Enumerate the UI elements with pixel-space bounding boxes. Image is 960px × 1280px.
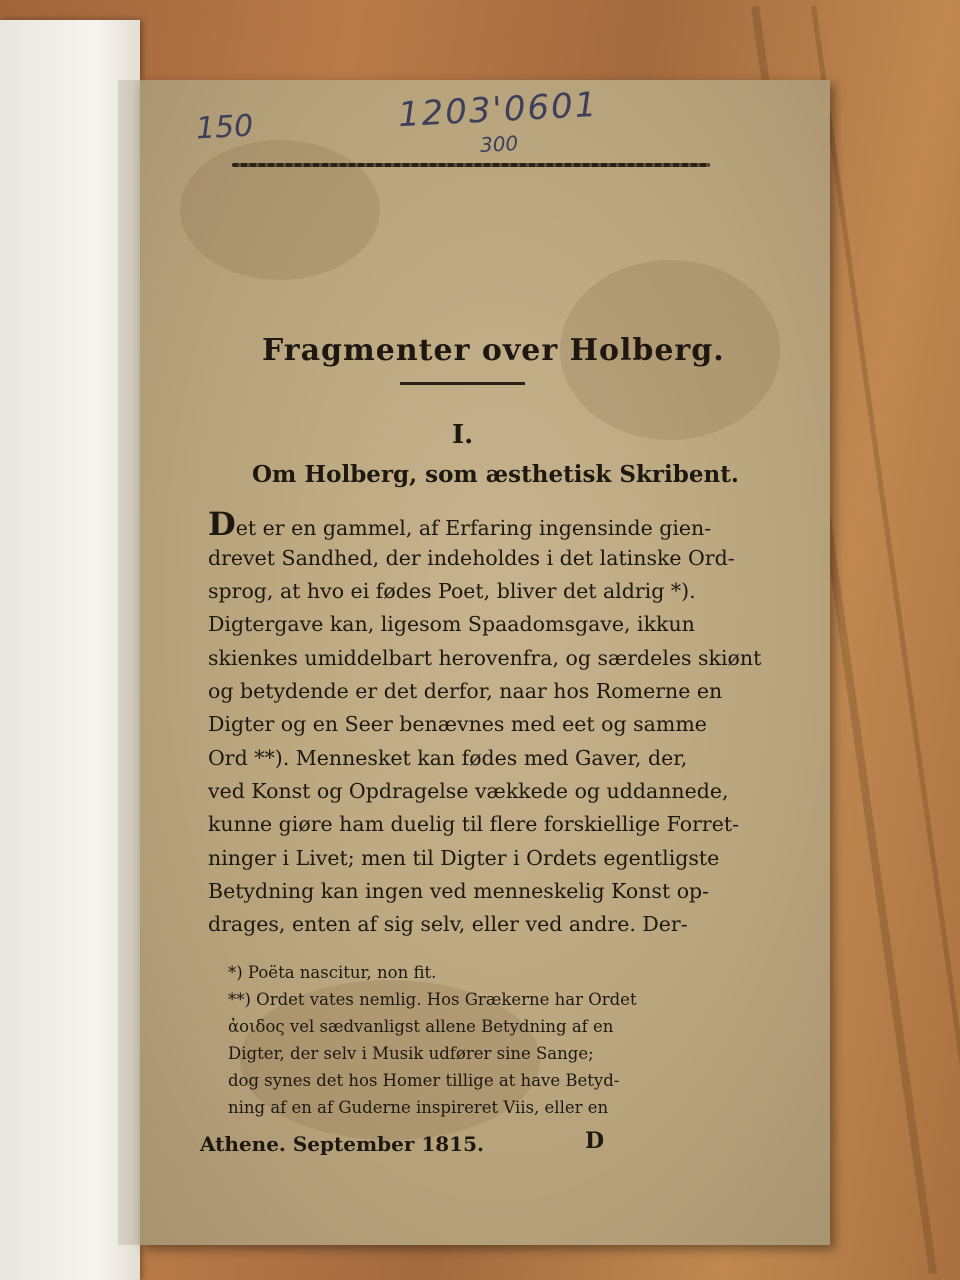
- ornamental-rule: [232, 163, 710, 167]
- body-line: drevet Sandhed, der indeholdes i det latinske Ord-: [208, 546, 735, 570]
- body-line: Ord **). Mennesket kan fødes med Gaver, der,: [208, 746, 688, 770]
- footnote-line: ἀοιδος vel sædvanligst allene Betydning af en: [228, 1017, 614, 1036]
- section-title: Om Holberg, som æsthetisk Skribent.: [252, 461, 739, 488]
- footnote-line: ning af en af Guderne inspireret Viis, eller en: [228, 1098, 609, 1117]
- imprint-footer: Athene. September 1815.: [200, 1132, 484, 1156]
- body-line: Digtergave kan, ligesom Spaadomsgave, ikkun: [208, 612, 695, 636]
- body-line: og betydende er det derfor, naar hos Romerne en: [208, 679, 723, 703]
- section-number: I.: [452, 420, 474, 450]
- wood-grain: [811, 6, 960, 1274]
- body-line: Det er en gammel, af Erfaring ingensinde gien-: [208, 505, 712, 543]
- footnote-line: Digter, der selv i Musik udfører sine Sange;: [228, 1044, 594, 1063]
- handwritten-note: 150: [195, 108, 255, 147]
- body-line: drages, enten af sig selv, eller ved andre. Der-: [208, 912, 688, 936]
- drop-cap: D: [208, 505, 236, 543]
- body-line: Betydning kan ingen ved menneskelig Konst op-: [208, 879, 710, 903]
- body-line: ved Konst og Opdragelse vækkede og uddannede,: [208, 779, 729, 803]
- body-line: Digter og en Seer benævnes med eet og samme: [208, 712, 707, 736]
- footnote-line: **) Ordet vates nemlig. Hos Grækerne har Ordet: [228, 990, 637, 1009]
- body-line: skienkes umiddelbart herovenfra, og særdeles skiønt: [208, 646, 762, 670]
- title-divider: [400, 382, 525, 385]
- handwritten-price: 300: [479, 131, 519, 157]
- body-line: ninger i Livet; men til Digter i Ordets egentligste: [208, 846, 720, 870]
- signature-mark: D: [585, 1128, 605, 1154]
- book-spine-edge: [118, 80, 142, 1245]
- footnote-line: dog synes det hos Homer tillige at have Betyd-: [228, 1071, 620, 1090]
- body-line: kunne giøre ham duelig til flere forskiellige Forret-: [208, 812, 739, 836]
- footnote-line: *) Poëta nascitur, non fit.: [228, 963, 437, 982]
- handwritten-catalog-number: 1203'0601: [397, 84, 600, 136]
- paper-stain: [180, 140, 380, 280]
- body-line: sprog, at hvo ei fødes Poet, bliver det aldrig *).: [208, 579, 696, 603]
- page-title: Fragmenter over Holberg.: [262, 333, 725, 368]
